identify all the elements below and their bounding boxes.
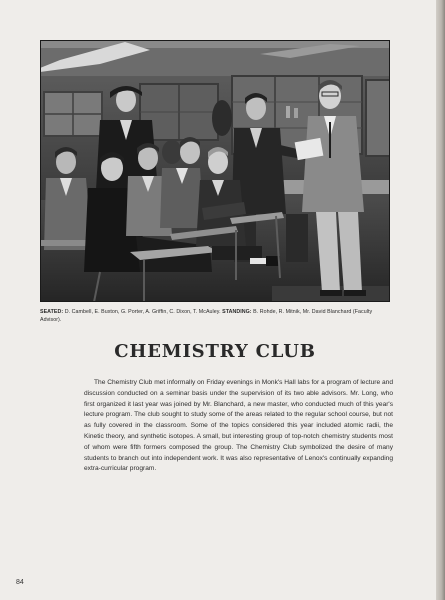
article-title: CHEMISTRY CLUB bbox=[114, 341, 316, 362]
chemistry-club-photo bbox=[40, 40, 390, 302]
page-binding-edge bbox=[436, 0, 445, 600]
article-body: The Chemistry Club met informally on Friday evenings in Monk's Hall labs for a program of lecture and discussion conducted on a seminar basis under the supervision of its two able advisors. Mr. Long, who first organized it last year was joined by Mr. Blanchard, a new master, who conducted much of this year's lecture program. The club sought to study some of the areas related to the regular school course, but not as fully covered in the classroom. Some of the topics considered this year included atomic radii, the Kinetic theory, and synthetic isotopes. A small, but interesting group of top-notch chemistry students most of whom were fifth formers composed the group. The Chemistry Club symbolized the desire of many students to branch out into independent work. It was also representative of Lenox's continually expanding extra-curricular program. bbox=[84, 379, 393, 473]
page-number: 84 bbox=[16, 579, 24, 586]
photo-illustration bbox=[40, 40, 390, 302]
seated-names: D. Cambell, E. Buxton, G. Porter, A. Griffin, C. Dixon, T. McAuley. bbox=[64, 309, 221, 315]
standing-label: STANDING: bbox=[222, 309, 252, 315]
photo-caption bbox=[40, 308, 392, 325]
seated-label: SEATED: bbox=[40, 309, 64, 315]
standing-names: B. Rohde, R. Mitnik, Mr. David Blanchard (Faculty Advisor). bbox=[40, 309, 373, 324]
